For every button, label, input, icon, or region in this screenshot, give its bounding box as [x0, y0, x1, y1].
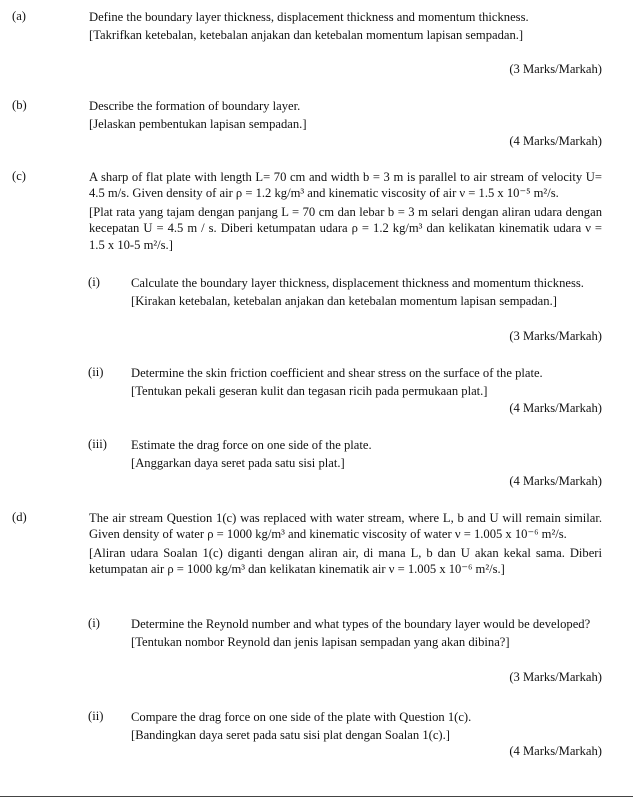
question-d-ii-malay: [Bandingkan daya seret pada satu sisi plat dengan Soalan 1(c).] [131, 728, 450, 743]
question-c-ii-text [131, 365, 602, 400]
question-b-malay: [Jelaskan pembentukan lapisan sempadan.] [89, 117, 307, 132]
question-c-iii-label: (iii) [88, 437, 107, 451]
question-a-english: Define the boundary layer thickness, displacement thickness and momentum thickness. [89, 10, 529, 24]
question-a-label: (a) [12, 9, 26, 23]
question-a-malay: [Takrifkan ketebalan, ketebalan anjakan dan ketebalan momentum lapisan sempadan.] [89, 28, 524, 43]
question-d-ii-english: Compare the drag force on one side of the plate with Question 1(c). [131, 710, 472, 724]
question-d-i-label: (i) [88, 616, 100, 630]
question-c-iii-malay: [Anggarkan daya seret pada satu sisi plat.] [131, 456, 345, 471]
question-c-malay: [Plat rata yang tajam dengan panjang L = 70 cm dan lebar b = 3 m selari dengan aliran udara dengan kecepatan U = 4.5 m / s. Diberi ketumpatan udara ρ = 1.2 kg/m³ dan kelikatan kinematik udara ν = 1.5 x 10-5 m²/s.] [89, 204, 602, 252]
question-d-i-marks: (3 Marks/Markah) [509, 670, 602, 684]
question-b-label: (b) [12, 98, 27, 112]
question-c-iii-text [131, 437, 602, 472]
question-c-i-malay: [Kirakan ketebalan, ketebalan anjakan dan ketebalan momentum lapisan sempadan.] [131, 294, 557, 309]
question-d-text [89, 510, 602, 578]
question-b-marks: (4 Marks/Markah) [509, 134, 602, 148]
question-c-i-text [131, 275, 602, 310]
question-b-text [89, 98, 602, 133]
question-c-ii-malay: [Tentukan pekali geseran kulit dan tegasan ricih pada permukaan plat.] [131, 384, 488, 399]
question-c-i-marks: (3 Marks/Markah) [509, 329, 602, 343]
question-c-iii-marks: (4 Marks/Markah) [509, 474, 602, 488]
question-c-text [89, 169, 602, 253]
question-a-text [89, 9, 602, 44]
question-d-malay: [Aliran udara Soalan 1(c) diganti dengan aliran air, di mana L, b dan U akan kekal sama. Diberi ketumpatan air ρ = 1000 kg/m³ dan kelikatan kinematik air ν = 1.005 x 10⁻⁶ m²/s.] [89, 545, 602, 577]
question-d-ii-label: (ii) [88, 709, 104, 723]
question-c-i-english: Calculate the boundary layer thickness, displacement thickness and momentum thickness. [131, 276, 584, 290]
question-c-i-label: (i) [88, 275, 100, 289]
question-d-label: (d) [12, 510, 27, 524]
question-c-ii-english: Determine the skin friction coefficient and shear stress on the surface of the plate. [131, 366, 543, 380]
question-d-i-english: Determine the Reynold number and what types of the boundary layer would be developed? [131, 617, 591, 631]
question-b-english: Describe the formation of boundary layer. [89, 99, 301, 113]
question-d-i-malay: [Tentukan nombor Reynold dan jenis lapisan sempadan yang akan dibina?] [131, 635, 510, 650]
question-a-marks: (3 Marks/Markah) [509, 62, 602, 76]
question-c-label: (c) [12, 169, 26, 183]
question-d-ii-marks: (4 Marks/Markah) [509, 744, 602, 758]
question-d-i-text [131, 616, 602, 651]
question-c-ii-marks: (4 Marks/Markah) [509, 401, 602, 415]
question-c-ii-label: (ii) [88, 365, 104, 379]
question-c-english: A sharp of flat plate with length L= 70 cm and width b = 3 m is parallel to air stream of velocity U= 4.5 m/s. Given density of air ρ = 1.2 kg/m³ and kinematic viscosity of air ν = 1.5 x 10⁻⁵ m²/s. [89, 170, 602, 201]
question-d-english: The air stream Question 1(c) was replaced with water stream, where L, b and U will remain similar. Given density of water ρ = 1000 kg/m³ and kinematic viscosity of water ν = 1.005 x 10⁻⁶ m²/s. [89, 511, 602, 542]
question-c-iii-english: Estimate the drag force on one side of the plate. [131, 438, 372, 452]
question-d-ii-text [131, 709, 602, 744]
